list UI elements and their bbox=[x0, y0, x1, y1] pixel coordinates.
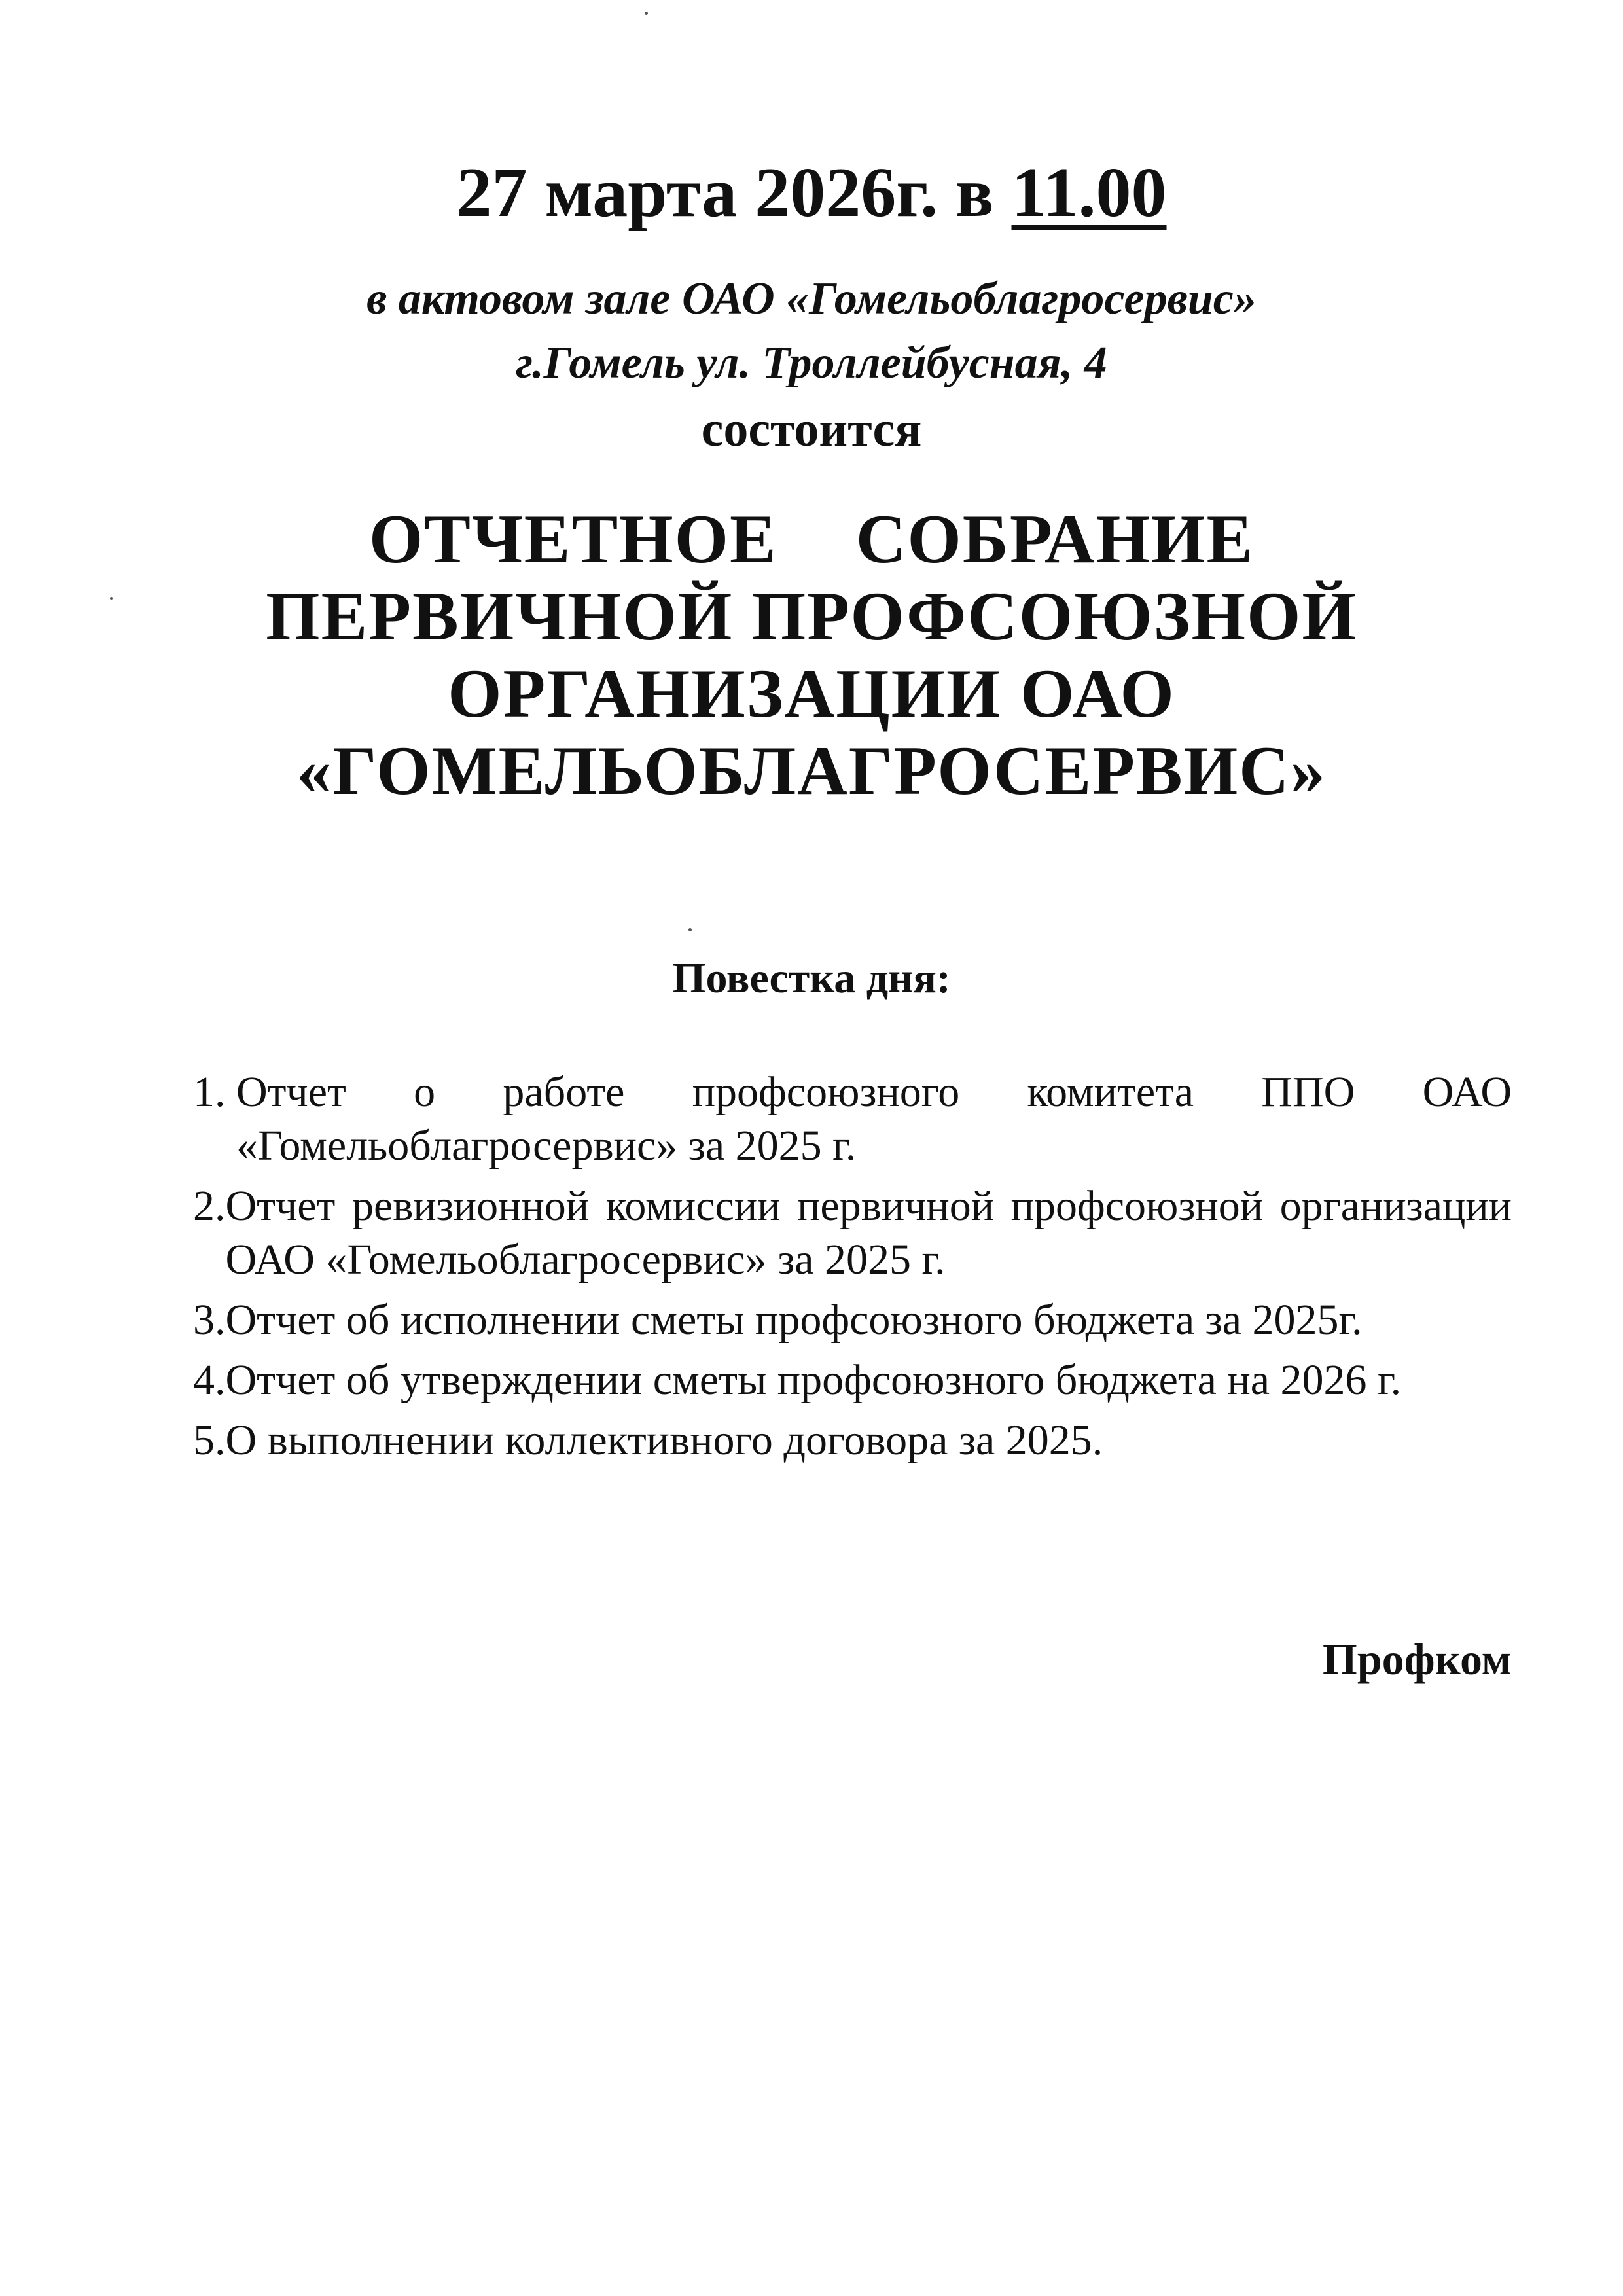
venue-address: г.Гомель ул. Троллейбусная, 4 bbox=[516, 338, 1107, 388]
meeting-heading bbox=[0, 501, 1623, 810]
agenda-item bbox=[193, 1066, 1512, 1173]
signature-profkom: Профком bbox=[1322, 1634, 1512, 1684]
agenda-item bbox=[193, 1179, 1512, 1287]
agenda-item-number: 1. bbox=[193, 1068, 236, 1116]
agenda-title: Повестка дня: bbox=[672, 954, 951, 1002]
agenda-item-number: 4. bbox=[193, 1356, 226, 1404]
heading-word-2: СОБРАНИЕ bbox=[855, 501, 1255, 577]
heading-line-2: ПЕРВИЧНОЙ ПРОФСОЮЗНОЙ bbox=[266, 578, 1357, 655]
agenda-item-number: 3. bbox=[193, 1296, 226, 1344]
agenda-list bbox=[193, 1066, 1512, 1474]
heading-word-1: ОТЧЕТНОЕ bbox=[368, 501, 777, 577]
agenda-item bbox=[193, 1354, 1512, 1407]
meeting-date-time bbox=[0, 151, 1623, 236]
occurs-text: состоится bbox=[701, 402, 922, 457]
heading-line-3: ОРГАНИЗАЦИИ ОАО bbox=[448, 655, 1175, 732]
agenda-item-number: 5. bbox=[193, 1416, 226, 1464]
scan-speck bbox=[645, 12, 648, 15]
agenda-item-text: Отчет об утверждении сметы профсоюзного бюджета на 2026 г. bbox=[225, 1356, 1402, 1404]
agenda-item-number: 2. bbox=[193, 1182, 226, 1230]
scan-speck bbox=[688, 928, 692, 931]
agenda-item-text: О выполнении коллективного договора за 2025. bbox=[225, 1416, 1103, 1464]
agenda-item bbox=[193, 1293, 1512, 1347]
agenda-item-text: Отчет об исполнении сметы профсоюзного бюджета за 2025г. bbox=[225, 1296, 1363, 1344]
meeting-venue bbox=[0, 267, 1623, 395]
meeting-time: 11.00 bbox=[1011, 154, 1167, 232]
scan-speck bbox=[110, 597, 113, 600]
heading-line-1 bbox=[0, 501, 1623, 578]
venue-hall: в актовом зале ОАО «Гомельоблагросервис» bbox=[366, 274, 1257, 324]
heading-line-4: «ГОМЕЛЬОБЛАГРОСЕРВИС» bbox=[296, 732, 1327, 809]
meeting-date: 27 марта 2026г. в bbox=[456, 154, 994, 232]
agenda-item-text: Отчет ревизионной комиссии первичной профсоюзной организации ОАО «Гомельоблагросервис» за 2025 г. bbox=[225, 1182, 1512, 1283]
agenda-item-text: Отчет о работе профсоюзного комитета ППО ОАО «Гомельоблагросервис» за 2025 г. bbox=[236, 1068, 1512, 1170]
agenda-item bbox=[193, 1414, 1512, 1467]
